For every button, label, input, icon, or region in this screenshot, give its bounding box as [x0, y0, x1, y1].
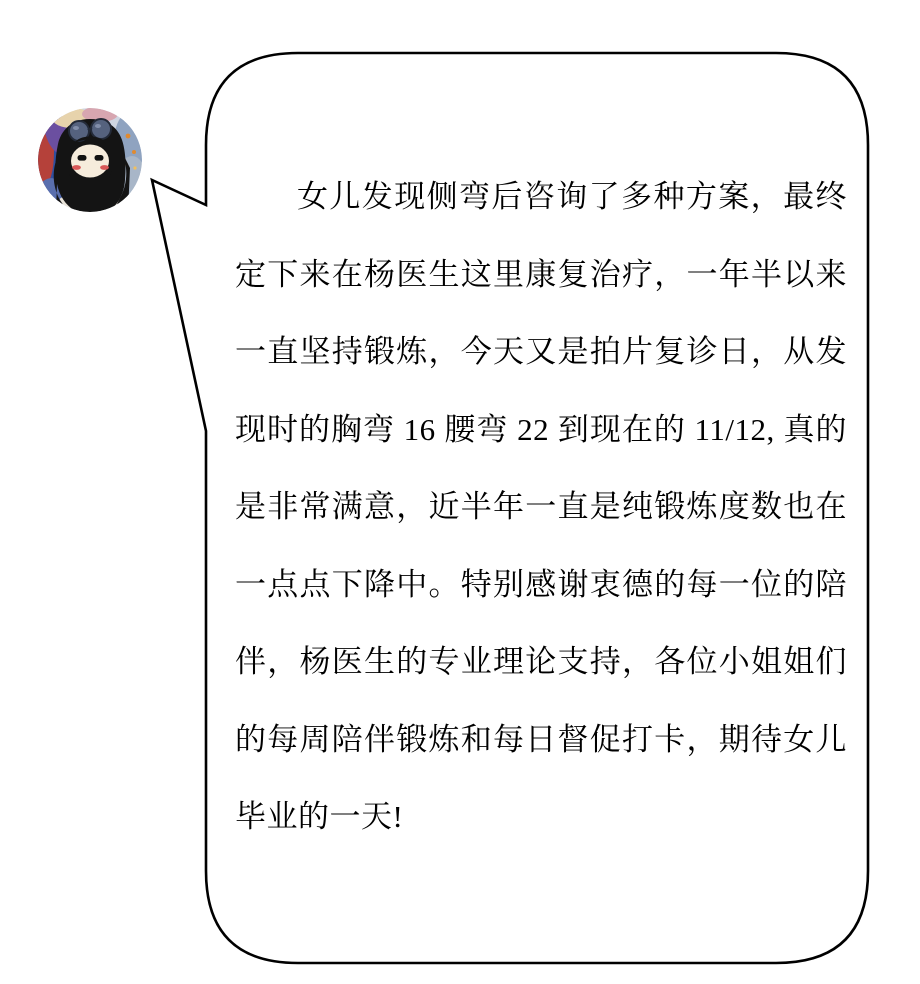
testimonial-line: 女儿发现侧弯后咨询了多种方案，最终	[297, 179, 847, 214]
testimonial-line: 现时的胸弯 16 腰弯 22 到现在的 11/12, 真的	[235, 411, 847, 447]
testimonial-line: 定下来在杨医生这里康复治疗，一年半以来	[235, 256, 847, 292]
testimonial-line: 伴，杨医生的专业理论支持，各位小姐姐们	[235, 644, 847, 679]
testimonial-line: 的每周陪伴锻炼和每日督促打卡，期待女儿	[235, 721, 847, 757]
testimonial-line: 毕业的一天!	[235, 799, 404, 834]
testimonial-text	[235, 158, 847, 856]
user-avatar	[38, 108, 142, 212]
testimonial-line: 是非常满意，近半年一直是纯锻炼度数也在	[235, 489, 847, 524]
testimonial-line: 一点点下降中。特别感谢衷德的每一位的陪	[235, 566, 847, 602]
testimonial-line: 一直坚持锻炼，今天又是拍片复诊日，从发	[235, 334, 847, 369]
girl-avatar-illustration	[38, 108, 142, 212]
